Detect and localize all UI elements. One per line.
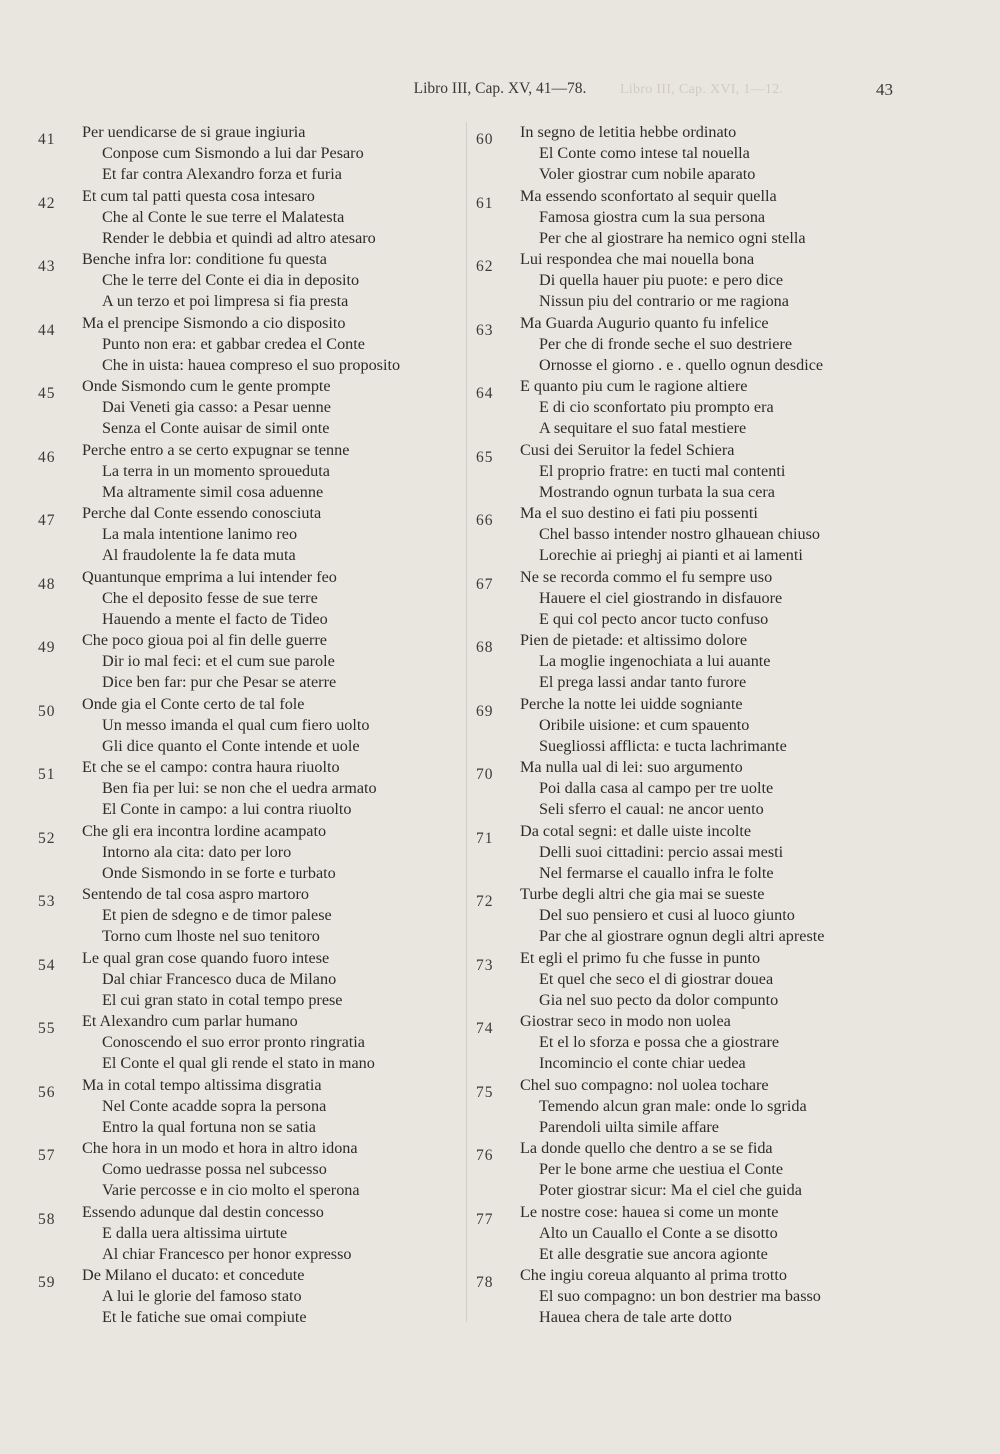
verse-line: Che le terre del Conte ei dia in deposito	[102, 271, 360, 289]
verse-line: Chel basso intender nostro glhauean chiuso	[539, 525, 820, 543]
stanza	[38, 440, 458, 504]
verse-line: Par che al giostrare ognun degli altri apreste	[539, 927, 825, 945]
verse-line: Et cum tal patti questa cosa intesaro	[82, 186, 315, 205]
verse-line: El Conte el qual gli rende el stato in mano	[102, 1054, 375, 1072]
stanza	[476, 567, 901, 631]
verse-line: Chel suo compagno: nol uolea tochare	[520, 1075, 769, 1094]
page-number: 43	[876, 80, 893, 99]
stanza-number: 73	[476, 956, 494, 974]
verse-line: Senza el Conte auisar de simil onte	[102, 419, 330, 437]
verse-line: Per le bone arme che uestiua el Conte	[539, 1160, 784, 1178]
stanza	[38, 757, 458, 821]
verse-line: El Conte in campo: a lui contra riuolto	[102, 800, 352, 818]
verse-line: El Conte como intese tal nouella	[539, 144, 750, 162]
stanza-number: 75	[476, 1083, 494, 1101]
verse-line: Perche entro a se certo expugnar se tenne	[82, 440, 350, 459]
stanza	[476, 1202, 901, 1266]
verse-line: Per uendicarse de si graue ingiuria	[82, 123, 306, 141]
verse-line: Incomincio el conte chiar uedea	[539, 1054, 746, 1072]
stanza	[476, 186, 901, 250]
verse-line: Mostrando ognun turbata la sua cera	[539, 482, 775, 501]
stanza-number: 44	[38, 321, 56, 339]
verse-line: Dal chiar Francesco duca de Milano	[102, 969, 337, 988]
running-head: Libro III, Cap. XV, 41—78.	[413, 80, 587, 97]
verse-line: Hauere el ciel giostrando in disfauore	[539, 588, 783, 607]
verse-line: Delli suoi cittadini: percio assai mesti	[539, 842, 784, 861]
stanza-number: 77	[476, 1210, 494, 1228]
stanza-number: 74	[476, 1020, 494, 1037]
verse-line: Hauendo a mente el facto de Tideo	[102, 609, 328, 628]
verse-line: Varie percosse e in cio molto el sperona	[102, 1181, 360, 1199]
stanza	[476, 630, 901, 694]
verse-line: Che hora in un modo et hora in altro idona	[82, 1139, 358, 1157]
verse-line: Perche dal Conte essendo conosciuta	[82, 504, 322, 522]
stanza	[38, 313, 458, 377]
verse-line: In segno de letitia hebbe ordinato	[520, 123, 737, 141]
stanza-number: 61	[476, 194, 494, 212]
verse-line: Et far contra Alexandro forza et furia	[102, 165, 342, 183]
verse-line: El proprio fratre: en tucti mal contenti	[539, 461, 786, 480]
left-column	[38, 122, 458, 1329]
stanza-number: 55	[38, 1020, 56, 1037]
stanza-number: 64	[476, 385, 494, 402]
stanza-number: 71	[476, 829, 494, 847]
stanza	[38, 249, 458, 313]
verse-line: Et alle desgratie sue ancora agionte	[539, 1244, 768, 1263]
verse-line: Che in uista: hauea compreso el suo proposito	[102, 355, 401, 374]
stanza-number: 60	[476, 131, 494, 148]
stanza-number: 66	[476, 512, 494, 529]
verse-line: Et egli el primo fu che fusse in punto	[520, 948, 761, 967]
stanza	[476, 1265, 901, 1329]
verse-line: Voler giostrar cum nobile aparato	[539, 165, 756, 183]
verse-line: Che gli era incontra lordine acampato	[82, 821, 327, 840]
verse-line: Et Alexandro cum parlar humano	[82, 1012, 298, 1030]
verse-line: Poter giostrar sicur: Ma el ciel che guida	[539, 1181, 802, 1199]
verse-line: Et quel che seco el di giostrar douea	[539, 969, 774, 988]
verse-line: Lorechie ai prieghj ai pianti et ai lamenti	[539, 546, 803, 564]
verse-line: Che ingiu coreua alquanto al prima trotto	[520, 1266, 788, 1284]
stanza-number: 76	[476, 1147, 494, 1164]
verse-line: Onde gia el Conte certo de tal fole	[82, 694, 305, 713]
stanza	[38, 186, 458, 250]
verse-line: El cui gran stato in cotal tempo prese	[102, 990, 343, 1009]
stanza-number: 51	[38, 766, 56, 783]
verse-line: La terra in un momento sproueduta	[102, 461, 330, 480]
stanza	[476, 821, 901, 885]
verse-line: Parendoli uilta simile affare	[539, 1117, 719, 1136]
stanza-number: 72	[476, 893, 494, 910]
stanza	[38, 122, 458, 186]
verse-line: De Milano el ducato: et concedute	[82, 1266, 305, 1284]
stanza-number: 54	[38, 956, 56, 974]
stanza-number: 56	[38, 1083, 56, 1101]
verse-line: Che el deposito fesse de sue terre	[102, 588, 318, 607]
verse-line: Giostrar seco in modo non uolea	[520, 1012, 731, 1030]
verse-line: Un messo imanda el qual cum fiero uolto	[102, 715, 370, 734]
verse-line: Ben fia per lui: se non che el uedra armato	[102, 779, 377, 797]
verse-line: Perche la notte lei uidde sogniante	[520, 694, 743, 713]
stanza	[476, 503, 901, 567]
verse-line: Al chiar Francesco per honor expresso	[102, 1244, 352, 1263]
verse-line: Oribile uisione: et cum spauento	[539, 715, 750, 734]
stanza-number: 57	[38, 1147, 56, 1164]
verse-line: Per che di fronde seche el suo destriere	[539, 334, 793, 353]
verse-line: A sequitare el suo fatal mestiere	[539, 419, 747, 437]
verse-line: Ma Guarda Augurio quanto fu infelice	[520, 313, 769, 332]
stanza-number: 53	[38, 893, 56, 910]
verse-line: Ma nulla ual di lei: suo argumento	[520, 758, 743, 776]
verse-line: Cusi dei Seruitor la fedel Schiera	[520, 440, 735, 459]
stanza	[38, 630, 458, 694]
verse-line: Sentendo de tal cosa aspro martoro	[82, 885, 310, 903]
stanza	[476, 757, 901, 821]
verse-line: Et pien de sdegno e de timor palese	[102, 906, 332, 924]
verse-line: Ma el prencipe Sismondo a cio disposito	[82, 313, 346, 332]
verse-line: Seli sferro el caual: ne ancor uento	[539, 800, 764, 818]
stanza	[38, 1138, 458, 1202]
stanza-number: 52	[38, 829, 56, 847]
verse-line: Torno cum lhoste nel suo tenitoro	[102, 927, 320, 945]
verse-line: Et el lo sforza e possa che a giostrare	[539, 1033, 780, 1051]
verse-line: Al fraudolente la fe data muta	[102, 546, 296, 564]
column-divider	[466, 122, 467, 1322]
verse-line: Pien de pietade: et altissimo dolore	[520, 631, 748, 649]
verse-line: Punto non era: et gabbar credea el Conte	[102, 334, 365, 353]
verse-line: Nel fermarse el cauallo infra le folte	[539, 863, 774, 882]
verse-line: Como uedrasse possa nel subcesso	[102, 1160, 327, 1178]
stanza-number: 48	[38, 575, 56, 593]
stanza	[476, 694, 901, 758]
stanza	[38, 821, 458, 885]
stanza	[476, 1138, 901, 1202]
verse-line: A lui le glorie del famoso stato	[102, 1287, 302, 1305]
verse-line: Ma el suo destino ei fati piu possenti	[520, 504, 758, 522]
verse-line: La moglie ingenochiata a lui auante	[539, 652, 771, 670]
verse-line: Ma essendo sconfortato al sequir quella	[520, 186, 777, 205]
verse-line: Dir io mal feci: et el cum sue parole	[102, 652, 335, 670]
stanza	[38, 1202, 458, 1266]
stanza-number: 62	[476, 258, 494, 275]
verse-line: Hauea chera de tale arte dotto	[539, 1308, 732, 1326]
stanza-number: 67	[476, 575, 494, 593]
stanza-number: 59	[38, 1274, 56, 1291]
stanza	[38, 694, 458, 758]
verse-line: Entro la qual fortuna non se satia	[102, 1117, 316, 1136]
verse-line: Di quella hauer piu puote: e pero dice	[539, 271, 784, 289]
verse-line: Suegliossi afflicta: e tucta lachrimante	[539, 736, 787, 755]
stanza-number: 68	[476, 639, 494, 656]
verse-line: Le qual gran cose quando fuoro intese	[82, 948, 330, 967]
verse-line: Ma altramente simil cosa aduenne	[102, 482, 324, 501]
stanza-number: 45	[38, 385, 56, 402]
verse-line: Lui respondea che mai nouella bona	[520, 250, 755, 268]
stanza	[38, 1075, 458, 1139]
verse-line: Gia nel suo pecto da dolor compunto	[539, 990, 779, 1009]
verse-line: Et le fatiche sue omai compiute	[102, 1308, 307, 1326]
verse-line: Famosa giostra cum la sua persona	[539, 207, 766, 226]
stanza-number: 41	[38, 131, 56, 148]
verse-line: Dice ben far: pur che Pesar se aterre	[102, 673, 337, 691]
stanza-number: 49	[38, 639, 56, 656]
stanza	[476, 884, 901, 948]
verse-line: Poi dalla casa al campo per tre uolte	[539, 779, 774, 797]
stanza	[38, 1265, 458, 1329]
verse-line: Temendo alcun gran male: onde lo sgrida	[539, 1096, 807, 1115]
verse-line: Ne se recorda commo el fu sempre uso	[520, 567, 773, 586]
stanza-number: 58	[38, 1210, 56, 1228]
verse-line: Gli dice quanto el Conte intende et uole	[102, 736, 360, 755]
stanza-number: 42	[38, 194, 56, 212]
verse-line: Onde Sismondo in se forte e turbato	[102, 863, 336, 882]
stanza-number: 47	[38, 512, 56, 529]
verse-line: Render le debbia et quindi ad altro atesaro	[102, 228, 376, 247]
verse-line: Conpose cum Sismondo a lui dar Pesaro	[102, 144, 364, 162]
stanza-number: 50	[38, 702, 56, 720]
stanza	[38, 1011, 458, 1075]
verse-line: Benche infra lor: conditione fu questa	[82, 250, 327, 268]
stanza	[476, 376, 901, 440]
verse-line: Essendo adunque dal destin concesso	[82, 1202, 324, 1221]
stanza	[476, 440, 901, 504]
stanza-number: 65	[476, 448, 494, 466]
verse-line: El prega lassi andar tanto furore	[539, 673, 747, 691]
verse-line: Per che al giostrare ha nemico ogni stella	[539, 228, 806, 247]
verse-line: E quanto piu cum le ragione altiere	[520, 377, 748, 395]
verse-line: Nissun piu del contrario or me ragiona	[539, 292, 789, 310]
stanza	[476, 249, 901, 313]
stanza	[38, 376, 458, 440]
verse-line: E di cio sconfortato piu prompto era	[539, 398, 774, 416]
verse-line: Che poco gioua poi al fin delle guerre	[82, 631, 327, 649]
stanza	[38, 567, 458, 631]
verse-line: Da cotal segni: et dalle uiste incolte	[520, 821, 752, 840]
stanza	[38, 948, 458, 1012]
stanza	[476, 1075, 901, 1139]
stanza	[476, 313, 901, 377]
verse-line: Nel Conte acadde sopra la persona	[102, 1096, 327, 1115]
verse-line: A un terzo et poi limpresa si fia presta	[102, 292, 349, 310]
stanza-number: 43	[38, 258, 56, 275]
verse-line: Turbe degli altri che gia mai se sueste	[520, 885, 765, 903]
stanza	[476, 122, 901, 186]
verse-line: Del suo pensiero et cusi al luoco giunto	[539, 906, 795, 924]
verse-line: Alto un Cauallo el Conte a se disotto	[539, 1223, 778, 1242]
verse-line: Onde Sismondo cum le gente prompte	[82, 377, 331, 395]
verse-line: Ma in cotal tempo altissima disgratia	[82, 1075, 322, 1094]
stanza-number: 78	[476, 1274, 494, 1291]
stanza	[38, 884, 458, 948]
verse-line: Che al Conte le sue terre el Malatesta	[102, 207, 345, 226]
verse-line: Conoscendo el suo error pronto ringratia	[102, 1033, 365, 1051]
verse-line: Ornosse el giorno . e . quello ognun desdice	[539, 355, 824, 374]
show-through-text: Libro III, Cap. XVI, 1—12.	[620, 82, 784, 97]
right-column	[476, 122, 901, 1329]
verse-line: E qui col pecto ancor tucto confuso	[539, 609, 769, 628]
stanza	[38, 503, 458, 567]
stanza-number: 70	[476, 766, 494, 783]
verse-line: Dai Veneti gia casso: a Pesar uenne	[102, 398, 331, 416]
stanza-number: 63	[476, 321, 494, 339]
verse-line: La mala intentione lanimo reo	[102, 525, 298, 543]
stanza	[476, 1011, 901, 1075]
verse-line: El suo compagno: un bon destrier ma basso	[539, 1287, 821, 1305]
verse-line: La donde quello che dentro a se se fida	[520, 1139, 773, 1157]
verse-line: Et che se el campo: contra haura riuolto	[82, 758, 340, 776]
verse-line: Quantunque emprima a lui intender feo	[82, 567, 337, 586]
stanza-number: 69	[476, 702, 494, 720]
stanza-number: 46	[38, 448, 56, 466]
verse-line: Le nostre cose: hauea si come un monte	[520, 1202, 779, 1221]
verse-line: E dalla uera altissima uirtute	[102, 1223, 288, 1242]
stanza	[476, 948, 901, 1012]
verse-line: Intorno ala cita: dato per loro	[102, 842, 292, 861]
